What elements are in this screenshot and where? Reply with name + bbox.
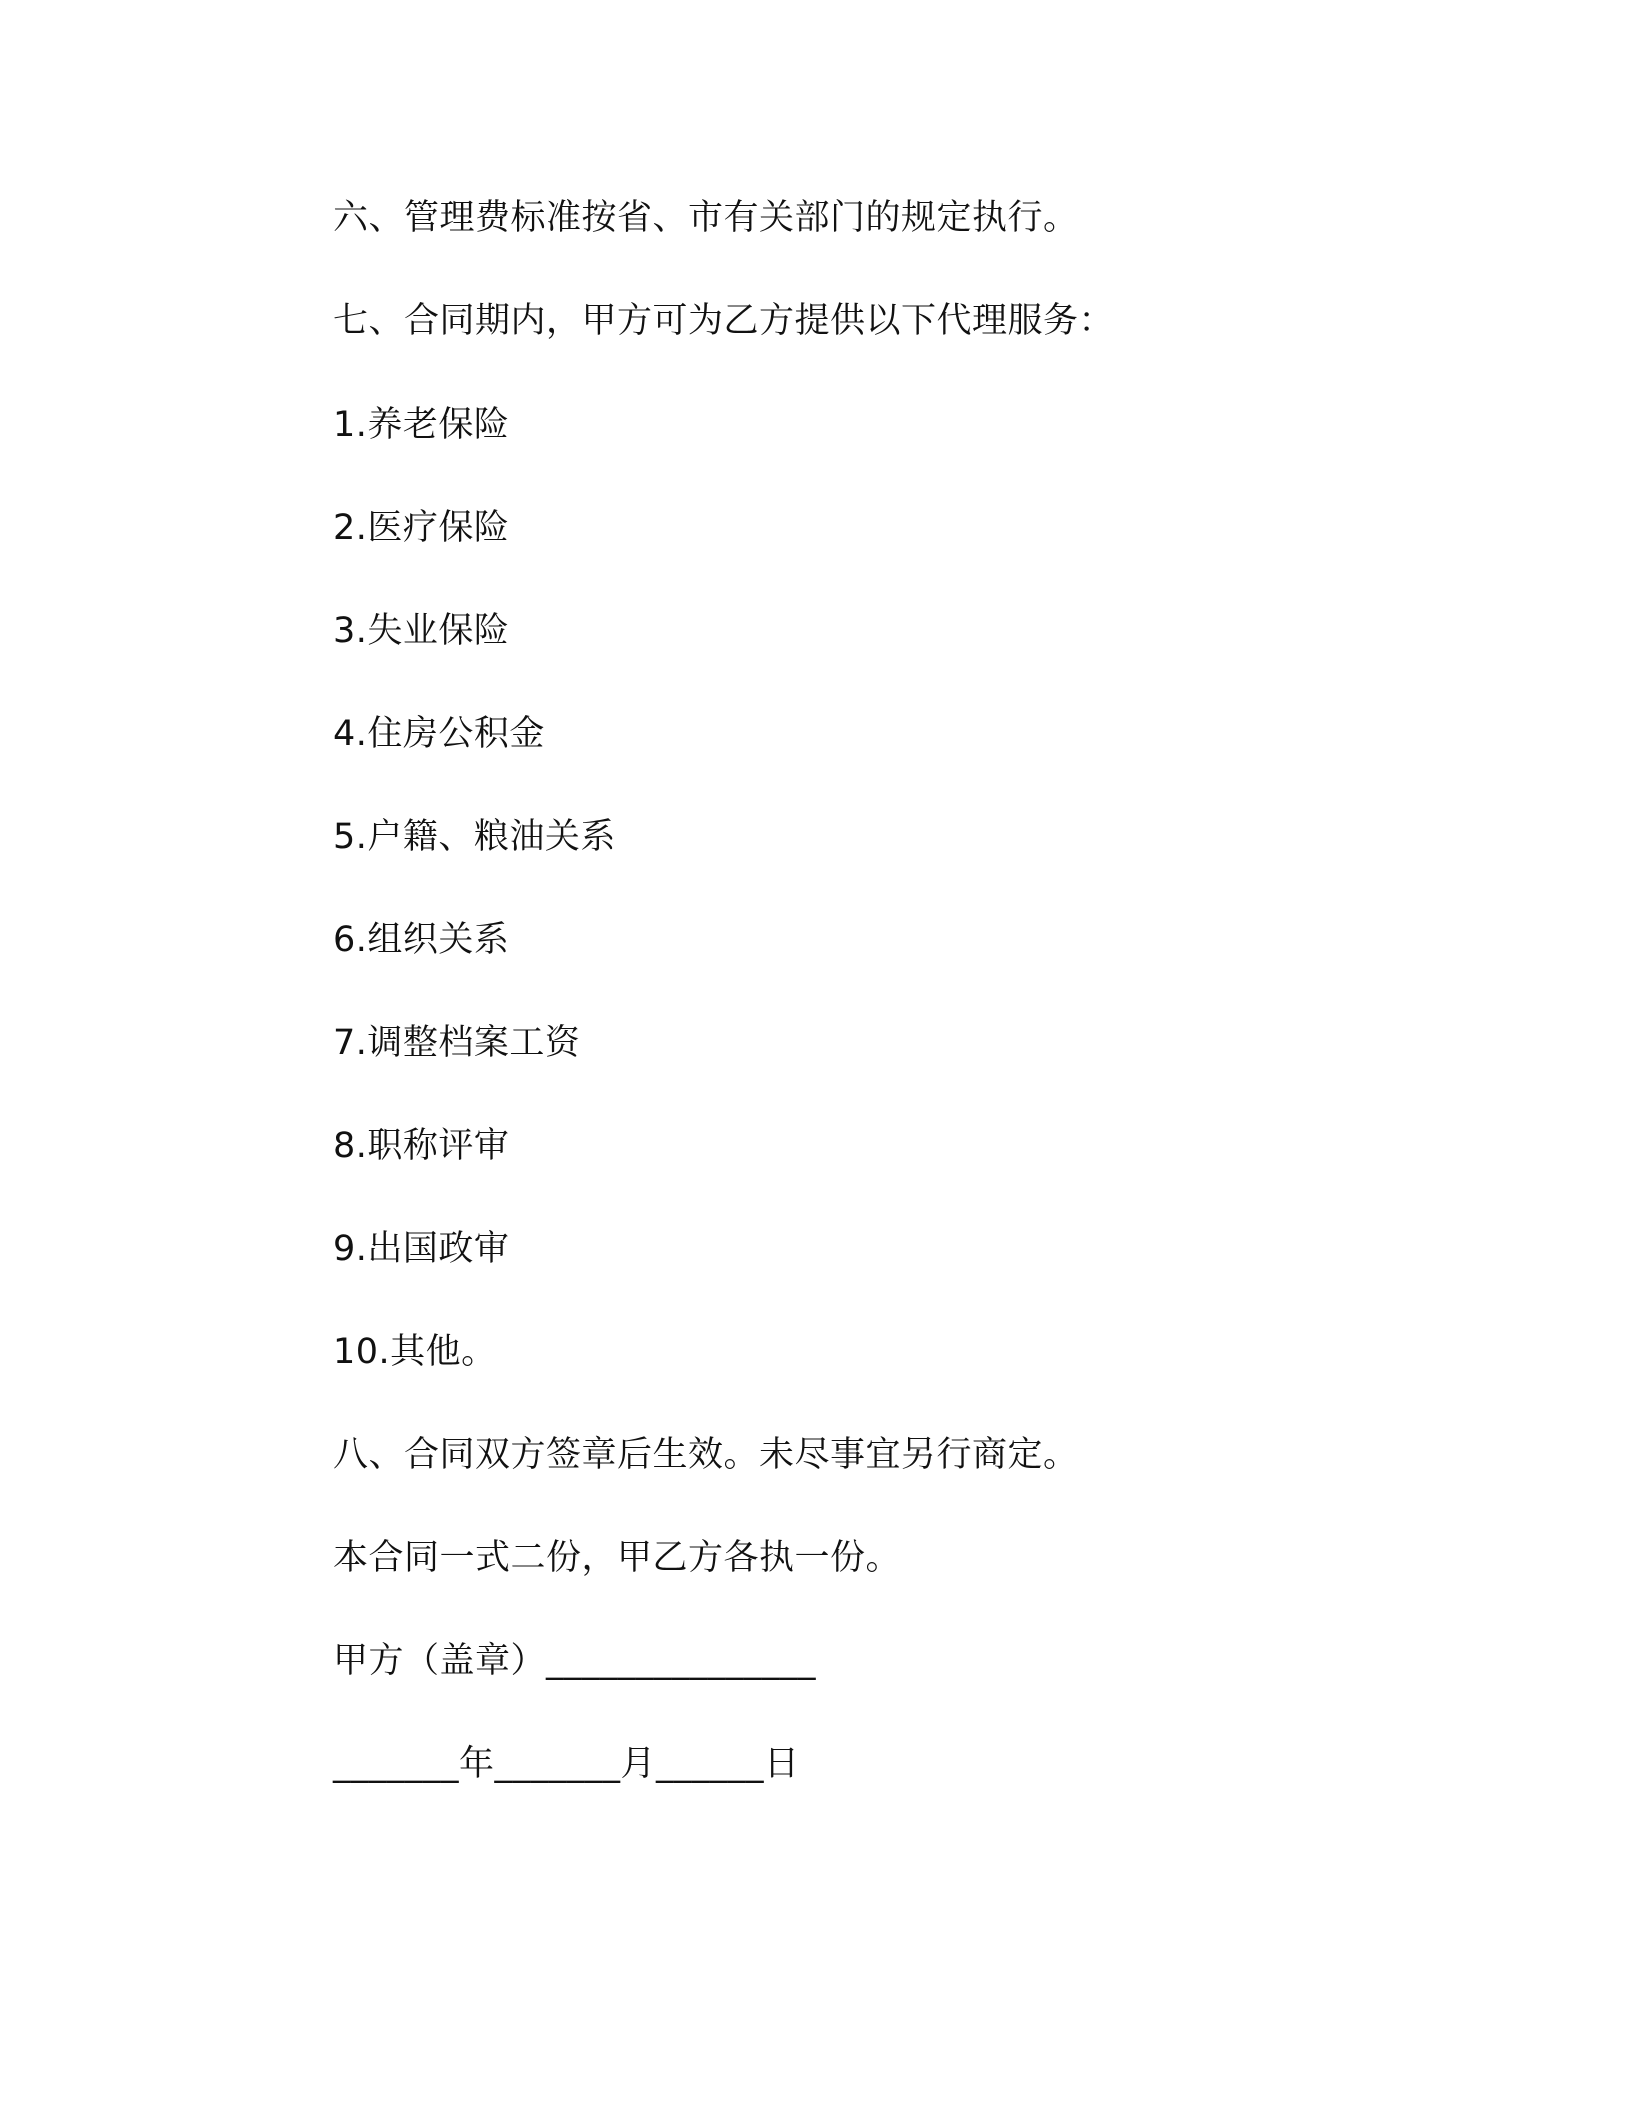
clause-8: 八、合同双方签章后生效。未尽事宜另行商定。 xyxy=(333,1435,1079,1475)
service-item-1: 1.养老保险 xyxy=(333,405,510,445)
service-item-6: 6.组织关系 xyxy=(333,920,510,960)
clause-6: 六、管理费标准按省、市有关部门的规定执行。 xyxy=(333,198,1079,238)
copies-note: 本合同一式二份，甲乙方各执一份。 xyxy=(333,1538,902,1578)
service-item-2: 2.医疗保险 xyxy=(333,508,510,548)
service-item-10: 10.其他。 xyxy=(333,1332,497,1372)
service-item-7: 7.调整档案工资 xyxy=(333,1023,581,1063)
service-item-9: 9.出国政审 xyxy=(333,1229,510,1269)
service-item-4: 4.住房公积金 xyxy=(333,714,545,754)
service-item-3: 3.失业保险 xyxy=(333,611,510,651)
party-a-seal-line: 甲方（盖章）_______________ xyxy=(333,1641,817,1681)
service-item-8: 8.职称评审 xyxy=(333,1126,510,1166)
clause-7-intro: 七、合同期内，甲方可为乙方提供以下代理服务： xyxy=(333,301,1115,341)
service-item-5: 5.户籍、粮油关系 xyxy=(333,817,616,857)
date-line: _______年_______月______日 xyxy=(333,1744,800,1784)
